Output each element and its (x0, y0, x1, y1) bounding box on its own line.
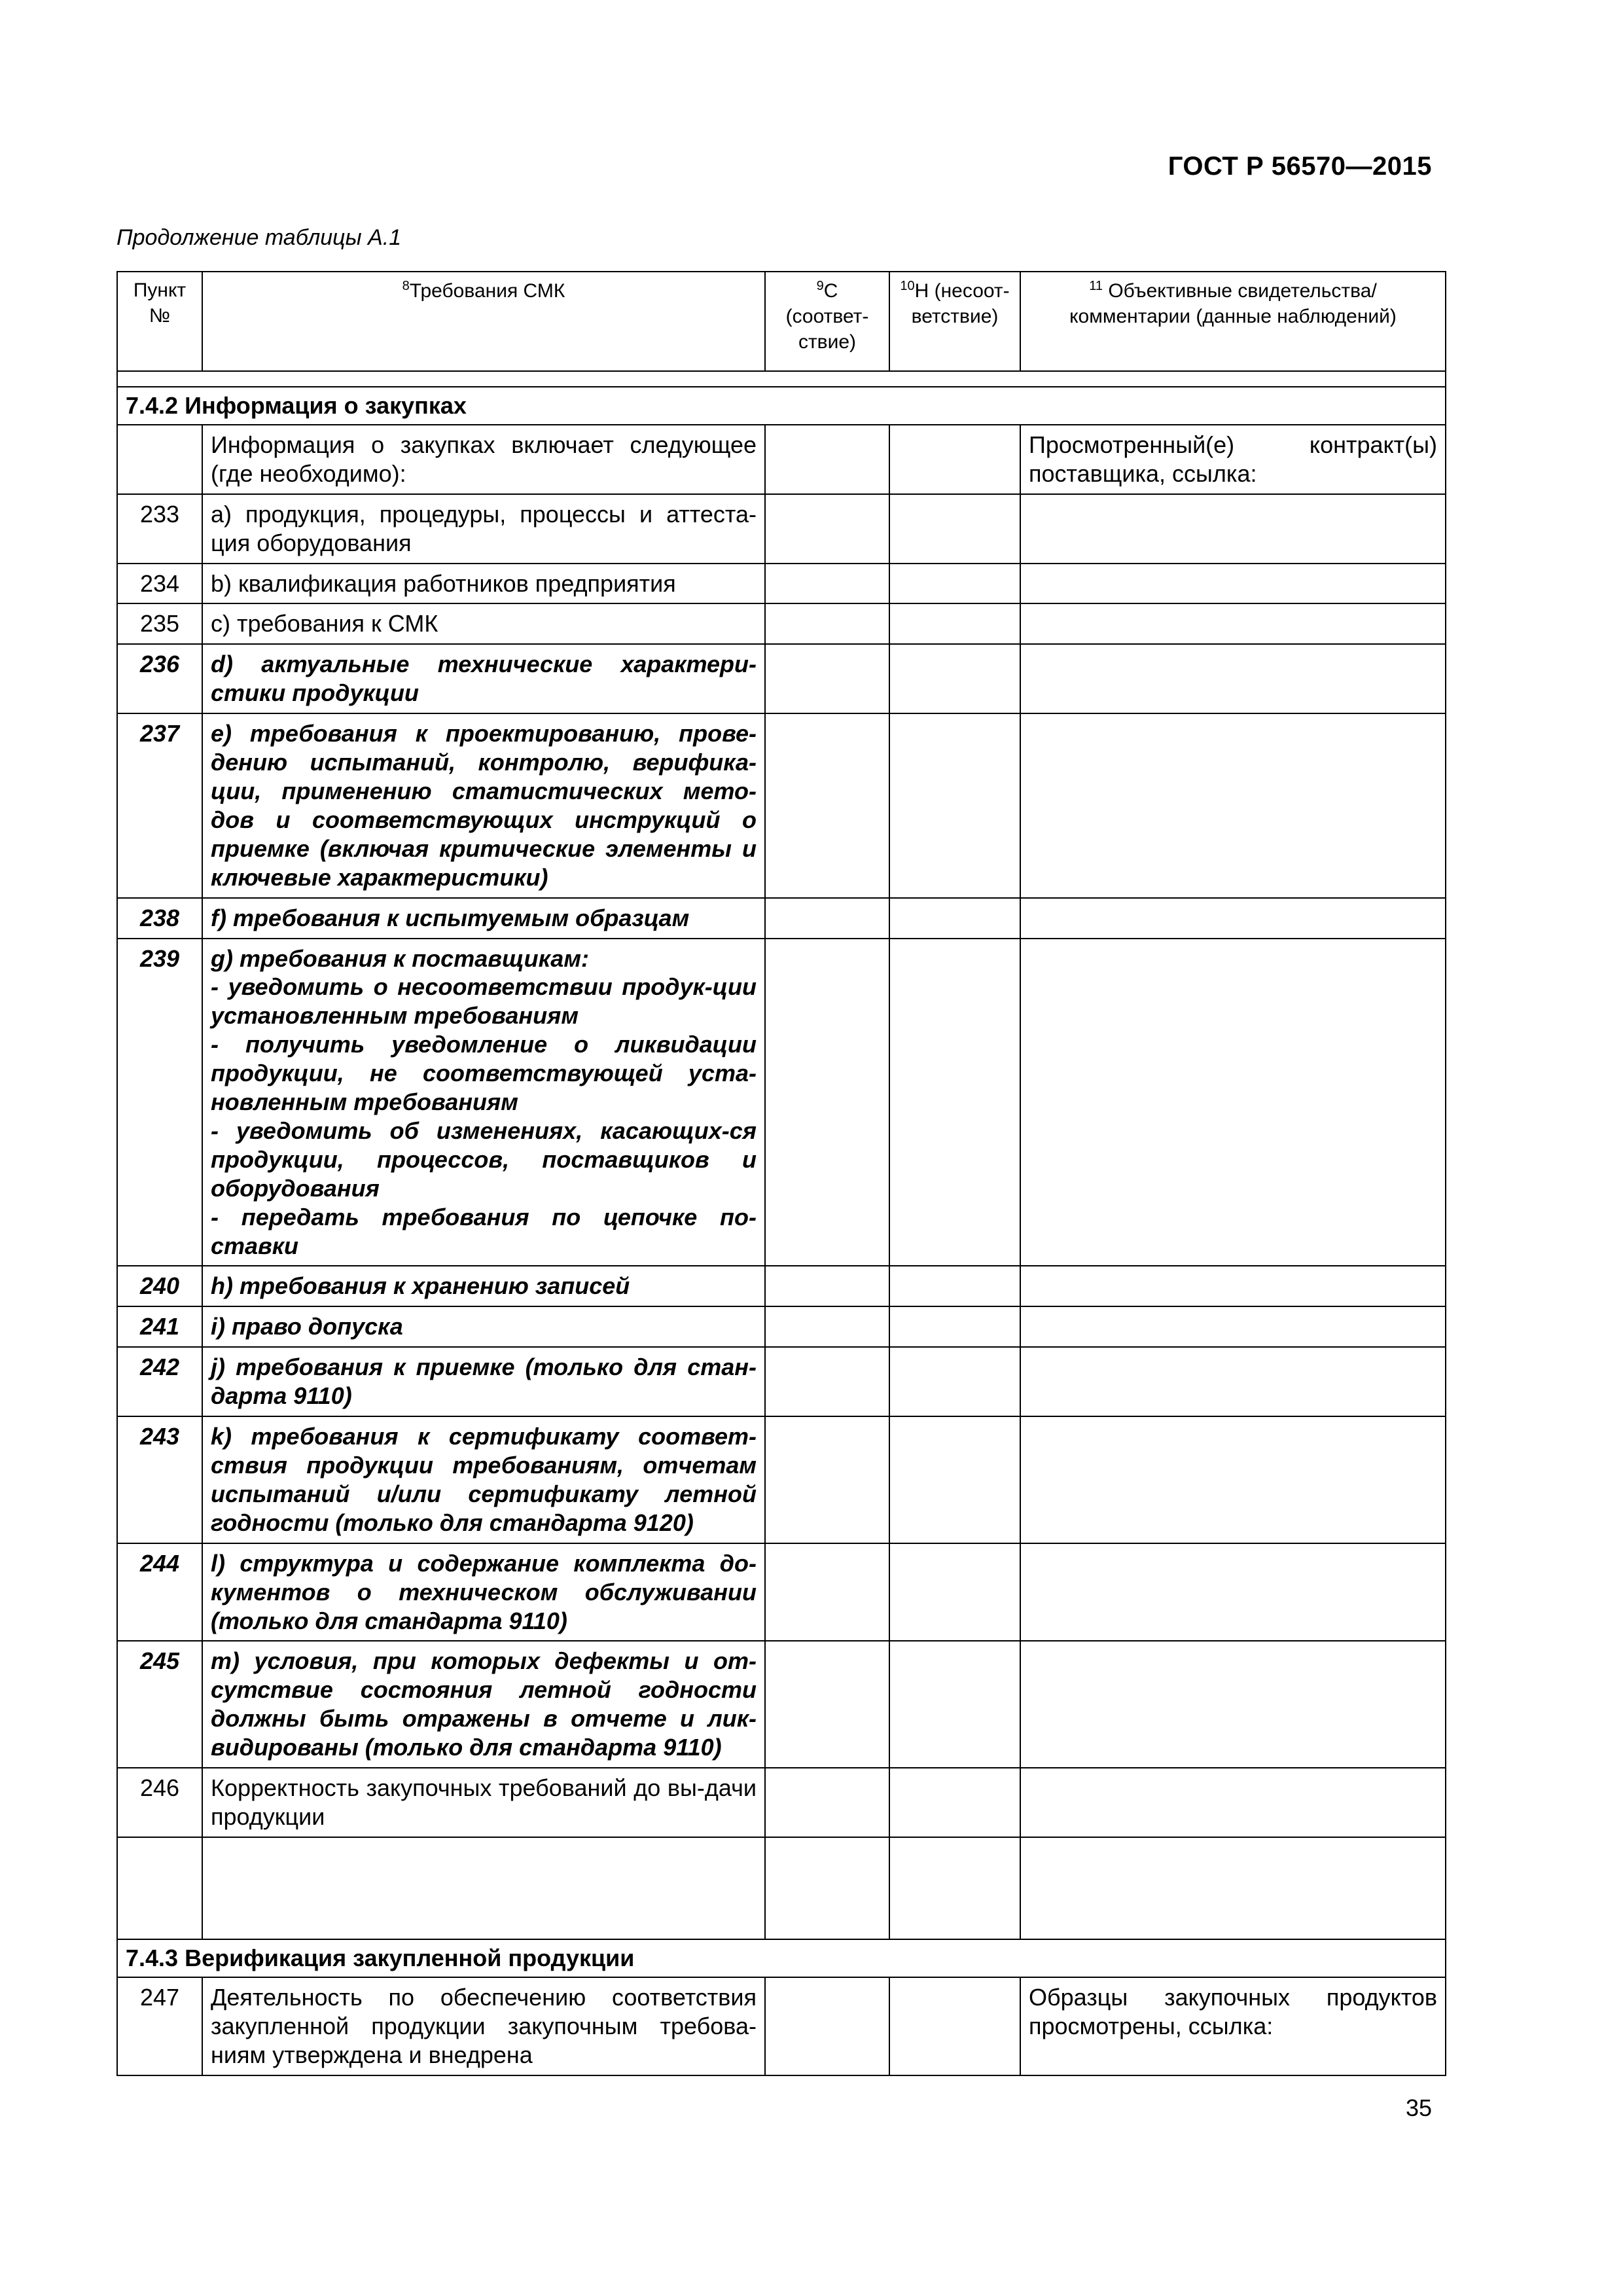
header-separator-cell (117, 371, 1446, 387)
row-num: 242 (117, 1347, 202, 1416)
row-requirement: b) квалификация работников предприятия (202, 564, 765, 604)
table-row (117, 939, 1446, 1266)
row-requirement: Корректность закупочных требований до вы-дачи продукции (202, 1768, 765, 1837)
row-num: 244 (117, 1543, 202, 1641)
row-evidence[interactable] (1020, 1416, 1446, 1543)
row-compliance-cell[interactable] (765, 425, 889, 494)
section-title-743: 7.4.3 Верификация закупленной продукции (117, 1939, 1446, 1977)
row-compliance-cell[interactable] (765, 1543, 889, 1641)
col-header-noncompliance-text: Н (несоот-ветствие) (911, 280, 1010, 327)
row-compliance-cell[interactable] (765, 494, 889, 564)
row-noncompliance-cell[interactable] (889, 1306, 1020, 1347)
row-compliance-cell[interactable] (765, 1641, 889, 1768)
table-row (117, 1416, 1446, 1543)
col-header-compliance-note: 9 (816, 279, 824, 293)
row-noncompliance-cell[interactable] (889, 1641, 1020, 1768)
section-title-742: 7.4.2 Информация о закупках (117, 387, 1446, 425)
row-requirement: Деятельность по обеспечению соответствия закупленной продукции закупочным требова-ниям утверждена и внедрена (202, 1977, 765, 2075)
row-requirement: h) требования к хранению записей (202, 1266, 765, 1306)
col-header-evidence-text: Объективные свидетельства/ комментарии (данные наблюдений) (1069, 280, 1397, 327)
row-noncompliance-cell[interactable] (889, 1416, 1020, 1543)
row-requirement: f) требования к испытуемым образцам (202, 898, 765, 939)
row-requirement: i) право допуска (202, 1306, 765, 1347)
col-header-num: Пункт № (117, 272, 202, 371)
col-header-evidence-note: 11 (1089, 279, 1103, 293)
row-evidence[interactable] (1020, 494, 1446, 564)
row-evidence[interactable] (1020, 713, 1446, 897)
row-compliance-cell[interactable] (765, 1768, 889, 1837)
row-noncompliance-cell[interactable] (889, 1977, 1020, 2075)
col-header-requirements-note: 8 (402, 279, 410, 293)
table-row (117, 713, 1446, 897)
row-evidence[interactable] (1020, 564, 1446, 604)
row-num (117, 425, 202, 494)
row-num: 237 (117, 713, 202, 897)
row-num: 233 (117, 494, 202, 564)
row-evidence[interactable] (1020, 644, 1446, 713)
row-num (117, 1837, 202, 1939)
row-requirement: j) требования к приемке (только для стан-дарта 9110) (202, 1347, 765, 1416)
table-row (117, 494, 1446, 564)
row-evidence[interactable] (1020, 603, 1446, 644)
row-compliance-cell[interactable] (765, 1266, 889, 1306)
row-compliance-cell[interactable] (765, 1347, 889, 1416)
col-header-compliance (765, 272, 889, 371)
table-row (117, 1306, 1446, 1347)
row-evidence[interactable]: Образцы закупочных продуктов просмотрены, ссылка: (1020, 1977, 1446, 2075)
row-noncompliance-cell[interactable] (889, 644, 1020, 713)
row-requirement: d) актуальные технические характери-стики продукции (202, 644, 765, 713)
row-compliance-cell[interactable] (765, 564, 889, 604)
row-noncompliance-cell[interactable] (889, 1837, 1020, 1939)
requirement-line: - уведомить о несоответствии продук-ции установленным требованиям (211, 973, 757, 1030)
requirement-line: - передать требования по цепочке по-ставки (211, 1203, 757, 1259)
row-num: 235 (117, 603, 202, 644)
row-requirement: a) продукция, процедуры, процессы и аттеста-ция оборудования (202, 494, 765, 564)
row-compliance-cell[interactable] (765, 1837, 889, 1939)
row-requirement (202, 1837, 765, 1939)
row-evidence[interactable] (1020, 1768, 1446, 1837)
row-evidence[interactable]: Просмотренный(е) контракт(ы) поставщика, ссылка: (1020, 425, 1446, 494)
col-header-evidence (1020, 272, 1446, 371)
row-noncompliance-cell[interactable] (889, 898, 1020, 939)
row-compliance-cell[interactable] (765, 1416, 889, 1543)
row-noncompliance-cell[interactable] (889, 1543, 1020, 1641)
row-requirement: l) структура и содержание комплекта до-кументов о техническом обслуживании (только для стандарта 9110) (202, 1543, 765, 1641)
row-compliance-cell[interactable] (765, 1306, 889, 1347)
page-number: 35 (1405, 2094, 1432, 2121)
row-compliance-cell[interactable] (765, 939, 889, 1266)
row-num: 236 (117, 644, 202, 713)
table-header-row (117, 272, 1446, 371)
row-noncompliance-cell[interactable] (889, 603, 1020, 644)
row-noncompliance-cell[interactable] (889, 564, 1020, 604)
row-requirement: Информация о закупках включает следующее (где необходимо): (202, 425, 765, 494)
row-requirement: c) требования к СМК (202, 603, 765, 644)
col-header-noncompliance-note: 10 (900, 279, 915, 293)
row-noncompliance-cell[interactable] (889, 494, 1020, 564)
table-row (117, 1543, 1446, 1641)
requirement-line: - уведомить об изменениях, касающих-ся продукции, процессов, поставщиков и оборудования (211, 1117, 757, 1202)
row-evidence[interactable] (1020, 1641, 1446, 1768)
table-row (117, 898, 1446, 939)
row-num: 245 (117, 1641, 202, 1768)
row-num: 246 (117, 1768, 202, 1837)
row-evidence[interactable] (1020, 1306, 1446, 1347)
row-evidence[interactable] (1020, 1266, 1446, 1306)
row-evidence[interactable] (1020, 898, 1446, 939)
row-num: 247 (117, 1977, 202, 2075)
row-compliance-cell[interactable] (765, 713, 889, 897)
table-row (117, 603, 1446, 644)
table-row (117, 425, 1446, 494)
table-row (117, 1768, 1446, 1837)
col-header-compliance-text: С (соответ-ствие) (785, 280, 869, 353)
row-num: 241 (117, 1306, 202, 1347)
row-compliance-cell[interactable] (765, 1977, 889, 2075)
row-evidence[interactable] (1020, 1837, 1446, 1939)
row-num: 238 (117, 898, 202, 939)
row-noncompliance-cell[interactable] (889, 713, 1020, 897)
table-row (117, 1347, 1446, 1416)
row-num: 239 (117, 939, 202, 1266)
row-num: 234 (117, 564, 202, 604)
section-row (117, 387, 1446, 425)
row-compliance-cell[interactable] (765, 898, 889, 939)
col-header-requirements-text: Требования СМК (409, 280, 565, 302)
row-noncompliance-cell[interactable] (889, 425, 1020, 494)
row-evidence[interactable] (1020, 1347, 1446, 1416)
requirement-line: g) требования к поставщикам: (211, 944, 589, 972)
table-caption: Продолжение таблицы А.1 (116, 225, 402, 250)
col-header-noncompliance (889, 272, 1020, 371)
row-requirement: k) требования к сертификату соответ-ствия продукции требованиям, отчетам испытаний и/или сертификату летной годности (только для стандарта 9120) (202, 1416, 765, 1543)
row-evidence[interactable] (1020, 1543, 1446, 1641)
row-noncompliance-cell[interactable] (889, 1768, 1020, 1837)
row-num: 240 (117, 1266, 202, 1306)
row-compliance-cell[interactable] (765, 644, 889, 713)
table-row (117, 644, 1446, 713)
row-noncompliance-cell[interactable] (889, 1347, 1020, 1416)
checklist-table (116, 271, 1446, 2076)
col-header-requirements (202, 272, 765, 371)
standard-id: ГОСТ Р 56570—2015 (1168, 152, 1432, 181)
requirement-line: - получить уведомление о ликвидации продукции, не соответствующей уста-новленным требованиям (211, 1031, 757, 1116)
row-noncompliance-cell[interactable] (889, 939, 1020, 1266)
row-requirement: m) условия, при которых дефекты и от-сутствие состояния летной годности должны быть отражены в отчете и лик-видированы (только для стандарта 9110) (202, 1641, 765, 1768)
row-requirement: e) требования к проектированию, прове-дению испытаний, контролю, верифика-ции, применению статистических мето-дов и соответствующих инструкций о приемке (включая критические элементы и ключевые характеристики) (202, 713, 765, 897)
table-row (117, 564, 1446, 604)
row-evidence[interactable] (1020, 939, 1446, 1266)
header-separator (117, 371, 1446, 387)
row-noncompliance-cell[interactable] (889, 1266, 1020, 1306)
table-row (117, 1977, 1446, 2075)
empty-row (117, 1837, 1446, 1939)
row-compliance-cell[interactable] (765, 603, 889, 644)
section-row (117, 1939, 1446, 1977)
row-requirement (202, 939, 765, 1266)
table-row (117, 1266, 1446, 1306)
row-num: 243 (117, 1416, 202, 1543)
table-row (117, 1641, 1446, 1768)
